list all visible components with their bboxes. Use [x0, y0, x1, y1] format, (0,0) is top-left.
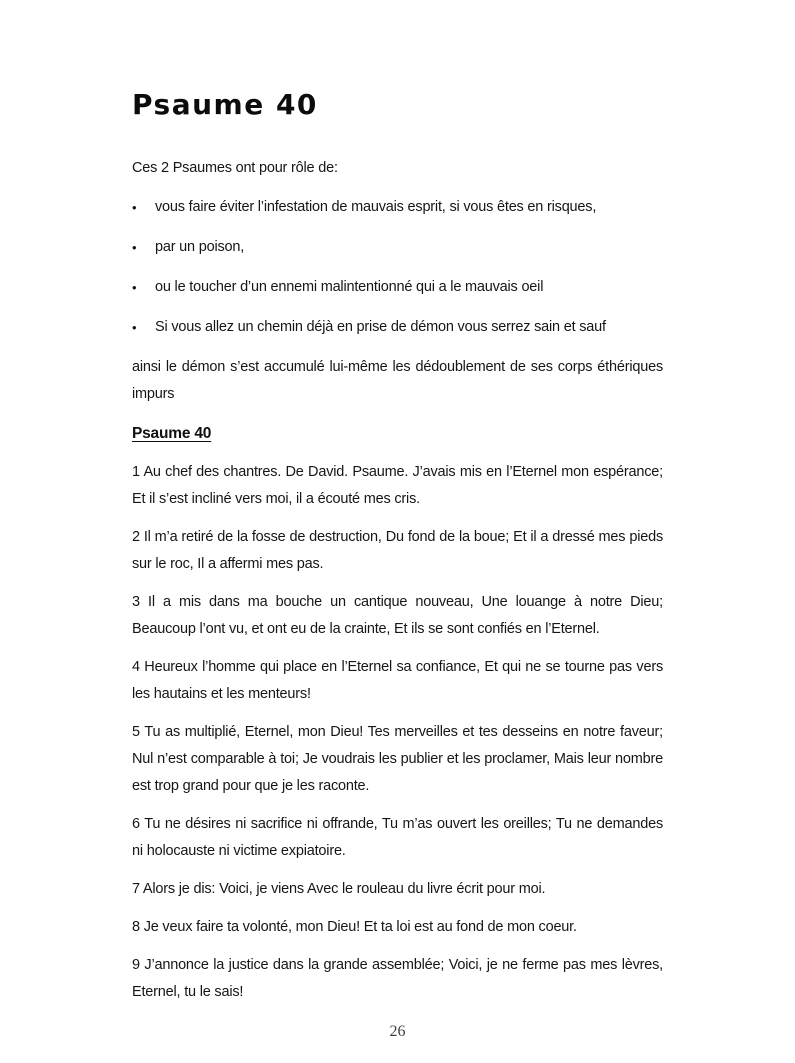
verse-paragraph: 5 Tu as multiplié, Eternel, mon Dieu! Tes merveilles et tes desseins en notre faveur; Nul n’est comparable à toi; Je voudrais les publier et les proclamer, Mais leur nombre est trop grand pour que je les raconte.: [132, 724, 663, 794]
bullet-icon: •: [132, 280, 137, 295]
bullet-icon: •: [132, 240, 137, 255]
list-item-text: ou le toucher d’un ennemi malintentionné qui a le mauvais oeil: [155, 279, 544, 295]
verse-paragraph: 9 J’annonce la justice dans la grande assemblée; Voici, je ne ferme pas mes lèvres, Eternel, tu le sais!: [132, 957, 663, 1000]
list-item: [132, 314, 663, 341]
verse-paragraph: 8 Je veux faire ta volonté, mon Dieu! Et ta loi est au fond de mon coeur.: [132, 919, 577, 935]
bullet-icon: •: [132, 200, 137, 215]
verse-paragraph: 6 Tu ne désires ni sacrifice ni offrande, Tu m’as ouvert les oreilles; Tu ne demandes ni holocauste ni victime expiatoire.: [132, 816, 663, 859]
intro-paragraph: Ces 2 Psaumes ont pour rôle de:: [132, 160, 338, 176]
verse-paragraph: 4 Heureux l’homme qui place en l’Eternel sa confiance, Et qui ne se tourne pas vers les hautains et les menteurs!: [132, 659, 663, 702]
bullet-list: [132, 194, 663, 341]
verse-paragraph: 3 Il a mis dans ma bouche un cantique nouveau, Une louange à notre Dieu; Beaucoup l’ont vu, et ont eu de la crainte, Et ils se sont confiés en l’Eternel.: [132, 594, 663, 637]
page-number: 26: [389, 1023, 406, 1040]
list-item: [132, 274, 663, 301]
list-item-text: par un poison,: [155, 239, 245, 255]
closing-paragraph: ainsi le démon s’est accumulé lui-même les dédoublement de ses corps éthériques impurs: [132, 359, 663, 402]
list-item: [132, 234, 663, 261]
section-heading: Psaume 40: [132, 425, 212, 442]
page-title: Psaume 40: [132, 88, 318, 121]
list-item: [132, 194, 663, 221]
verse-paragraph: 2 Il m’a retiré de la fosse de destruction, Du fond de la boue; Et il a dressé mes pieds sur le roc, Il a affermi mes pas.: [132, 529, 663, 572]
list-item-text: vous faire éviter l’infestation de mauvais esprit, si vous êtes en risques,: [155, 199, 597, 215]
verse-paragraph: 1 Au chef des chantres. De David. Psaume. J’avais mis en l’Eternel mon espérance; Et il s’est incliné vers moi, il a écouté mes cris.: [132, 464, 663, 507]
list-item-text: Si vous allez un chemin déjà en prise de démon vous serrez sain et sauf: [155, 319, 606, 335]
bullet-icon: •: [132, 320, 137, 335]
verse-paragraph: 7 Alors je dis: Voici, je viens Avec le rouleau du livre écrit pour moi.: [132, 881, 546, 897]
